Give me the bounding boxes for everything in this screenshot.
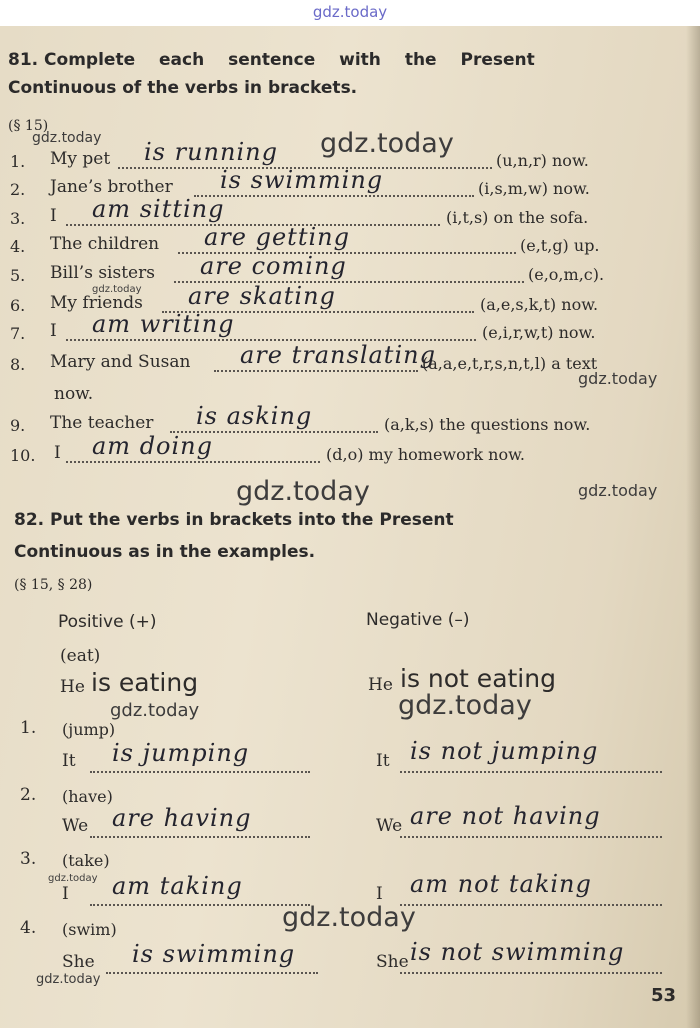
- positive-handwritten-answer: are having: [112, 804, 252, 832]
- ex82-title-text: Put the verbs in brackets into the Present: [50, 510, 454, 530]
- sentence-tail: (i,t,s) on the sofa.: [446, 208, 589, 227]
- handwritten-answer: is swimming: [220, 166, 384, 194]
- ex82-title-line1: [14, 510, 454, 530]
- item-number: 2.: [20, 785, 37, 805]
- negative-answer-line: [400, 769, 662, 773]
- sentence-tail: (a,a,e,t,r,s,n,t,l) a text: [422, 354, 598, 373]
- handwritten-answer: are getting: [204, 223, 350, 251]
- item-verb: (take): [62, 851, 110, 870]
- watermark: gdz.today: [578, 369, 658, 388]
- watermark: gdz.today: [32, 130, 102, 146]
- item-number: 1.: [10, 152, 26, 171]
- watermark: gdz.today: [398, 690, 532, 721]
- item-verb: (swim): [62, 920, 117, 939]
- negative-subject: We: [376, 816, 403, 836]
- ex81-sentence-3: [0, 195, 700, 233]
- positive-answer-line: [90, 834, 310, 838]
- ex82-title-line2: Continuous as in the examples.: [14, 542, 316, 562]
- negative-handwritten-answer: is not jumping: [410, 737, 599, 765]
- positive-answer-line: [106, 970, 318, 974]
- ex82-number: 82.: [14, 510, 45, 530]
- example-negative-answer: is not eating: [400, 664, 556, 693]
- example-verb: (eat): [60, 646, 101, 666]
- negative-handwritten-answer: am not taking: [410, 870, 592, 898]
- positive-handwritten-answer: is swimming: [132, 940, 296, 968]
- sentence-lead: My friends: [50, 293, 143, 313]
- negative-handwritten-answer: is not swimming: [410, 938, 625, 966]
- sentence-lead: Mary and Susan: [50, 352, 191, 372]
- handwritten-answer: am doing: [92, 432, 214, 460]
- watermark: gdz.today: [92, 284, 142, 295]
- item-number: 6.: [10, 296, 26, 315]
- sentence-lead: My pet: [50, 149, 111, 169]
- ex81-section-ref: (§ 15): [8, 118, 49, 134]
- negative-column-heading: Negative (–): [366, 610, 470, 630]
- ex81-title-line1: [8, 50, 535, 70]
- watermark: gdz.today: [36, 972, 101, 987]
- handwritten-answer: are translating: [240, 341, 436, 369]
- watermark: gdz.today: [110, 700, 200, 721]
- sentence-lead: I: [50, 321, 57, 341]
- handwritten-answer: is running: [144, 138, 278, 166]
- positive-subject: She: [62, 952, 95, 972]
- item-verb: (have): [62, 787, 113, 806]
- sentence-tail-continued: now.: [54, 384, 94, 404]
- handwritten-answer: are coming: [200, 252, 347, 280]
- item-verb: (jump): [62, 720, 116, 739]
- top-bar: [0, 0, 700, 26]
- sentence-tail: (e,i,r,w,t) now.: [482, 323, 596, 342]
- example-negative-subject: He: [368, 675, 393, 695]
- item-number: 8.: [10, 355, 26, 374]
- sentence-tail: (u,n,r) now.: [496, 151, 589, 170]
- item-number: 10.: [10, 446, 36, 465]
- watermark: gdz.today: [578, 481, 658, 500]
- item-number: 5.: [10, 266, 26, 285]
- item-number: 9.: [10, 416, 26, 435]
- ex81-number: 81.: [8, 50, 39, 70]
- positive-subject: We: [62, 816, 89, 836]
- handwritten-answer: is asking: [196, 402, 313, 430]
- negative-subject: She: [376, 952, 409, 972]
- negative-answer-line: [400, 970, 662, 974]
- watermark: gdz.today: [282, 902, 416, 933]
- sentence-lead: The teacher: [50, 413, 154, 433]
- ex81-sentence-10: [0, 432, 700, 470]
- positive-column-heading: Positive (+): [58, 612, 157, 632]
- sentence-tail: (a,e,s,k,t) now.: [480, 295, 599, 314]
- item-number: 3.: [10, 209, 26, 228]
- watermark: gdz.today: [236, 476, 370, 507]
- positive-answer-line: [90, 902, 310, 906]
- ex81-sentence-4: [0, 223, 700, 261]
- item-number: 2.: [10, 180, 26, 199]
- example-positive-answer: is eating: [91, 668, 199, 697]
- positive-handwritten-answer: is jumping: [112, 739, 250, 767]
- site-watermark-top: gdz.today: [312, 3, 388, 21]
- ex82-section-ref: (§ 15, § 28): [14, 577, 93, 593]
- sentence-tail: (i,s,m,w) now.: [478, 179, 590, 198]
- sentence-lead: I: [54, 443, 61, 463]
- item-number: 4.: [20, 918, 37, 938]
- sentence-tail: (a,k,s) the questions now.: [384, 415, 591, 434]
- example-positive-subject: He: [60, 677, 85, 697]
- item-number: 4.: [10, 237, 26, 256]
- sentence-tail: (e,o,m,c).: [528, 265, 605, 284]
- positive-subject: It: [62, 751, 76, 771]
- ex81-title-line2: Continuous of the verbs in brackets.: [8, 78, 358, 98]
- handwritten-answer: am writing: [92, 310, 235, 338]
- watermark: gdz.today: [320, 128, 454, 159]
- sentence-lead: The children: [50, 234, 160, 254]
- negative-subject: I: [376, 884, 383, 904]
- sentence-lead: Jane’s brother: [50, 177, 173, 197]
- watermark: gdz.today: [48, 873, 98, 884]
- handwritten-answer: am sitting: [92, 195, 225, 223]
- item-number: 7.: [10, 324, 26, 343]
- negative-answer-line: [400, 902, 662, 906]
- sentence-lead: Bill’s sisters: [50, 263, 155, 283]
- negative-handwritten-answer: are not having: [410, 802, 601, 830]
- sentence-tail: (e,t,g) up.: [520, 236, 600, 255]
- positive-subject: I: [62, 884, 69, 904]
- ex81-title-text: Complete each sentence with the Present: [44, 50, 535, 70]
- positive-handwritten-answer: am taking: [112, 872, 243, 900]
- sentence-tail: (d,o) my homework now.: [326, 445, 525, 464]
- handwritten-answer: are skating: [188, 282, 336, 310]
- positive-answer-line: [90, 769, 310, 773]
- negative-answer-line: [400, 834, 662, 838]
- sentence-lead: I: [50, 206, 57, 226]
- item-number: 3.: [20, 849, 37, 869]
- negative-subject: It: [376, 751, 390, 771]
- page-number: 53: [650, 985, 676, 1006]
- item-number: 1.: [20, 718, 37, 738]
